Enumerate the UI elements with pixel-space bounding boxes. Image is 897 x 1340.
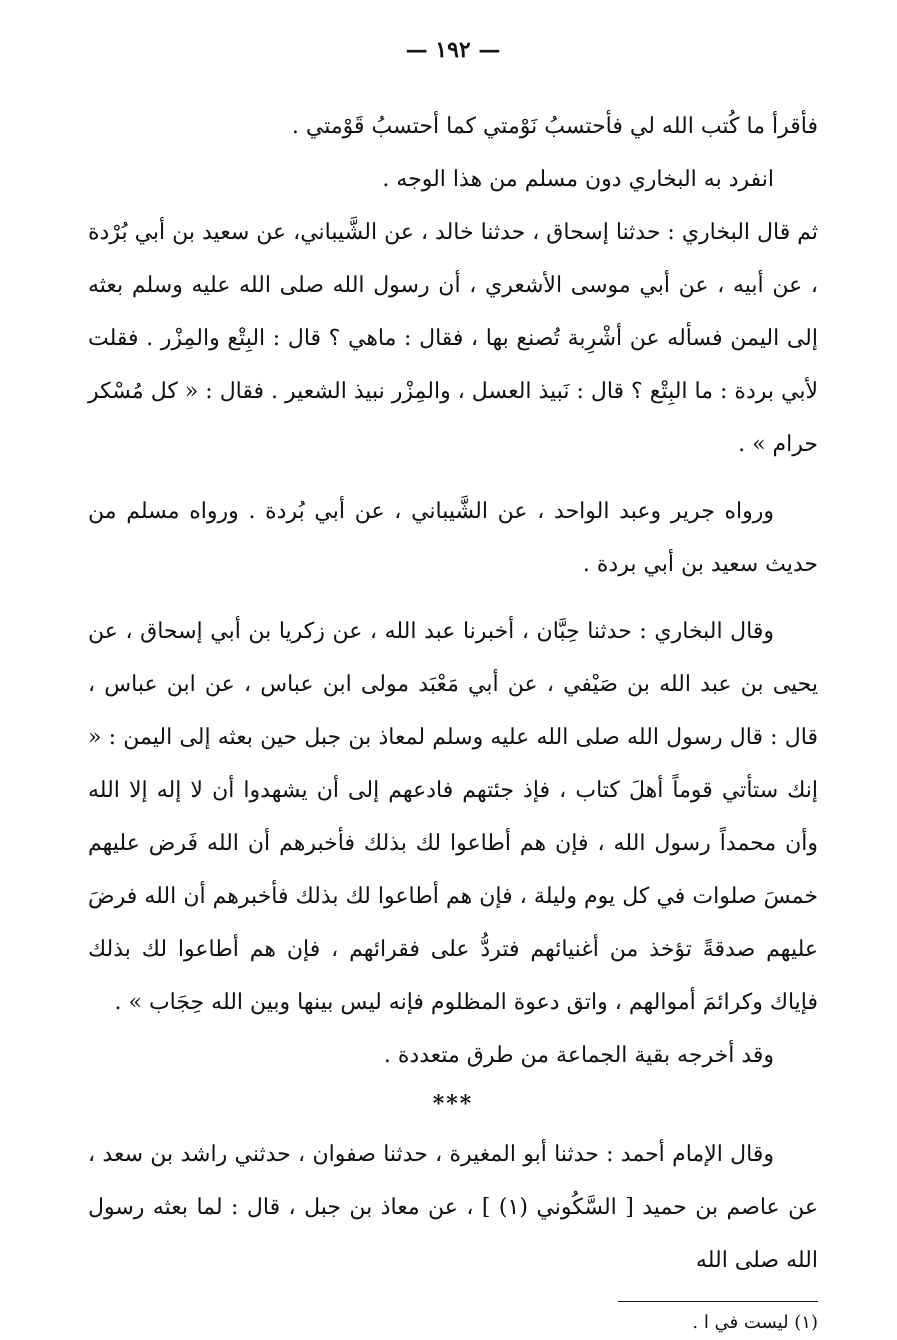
paragraph-5: وقال البخاري : حدثنا حِبَّان ، أخبرنا عبد الله ، عن زكريا بن أبي إسحاق ، عن يحيى بن عبد الله بن صَيْفي ، عن أبي مَعْبَد مولى ابن عباس ، عن ابن عباس ، قال : قال رسول الله صلى الله عليه وسلم لمعاذ بن جبل حين بعثه إلى اليمن : « إنك ستأتي قوماً أهلَ كتاب ، فإذ جئتهم فادعهم إلى أن يشهدوا أن لا إله إلا الله وأن محمداً رسول الله ، فإن هم أطاعوا لك بذلك فأخبرهم أن الله فَرض عليهم خمسَ صلوات في كل يوم وليلة ، فإن هم أطاعوا لك بذلك فأخبرهم أن الله فرضَ عليهم صدقةً تؤخذ من أغنيائهم فتردُّ على فقرائهم ، فإن هم أطاعوا لك بذلك فإياك وكرائمَ أموالهم ، واتق دعوة المظلوم فإنه ليس بينها وبين الله حِجَاب » . — [88, 619, 818, 1015]
footnote-divider — [618, 1301, 818, 1302]
book-page — [88, 30, 818, 1333]
footnote: (١) ليست في ا . — [692, 1312, 818, 1333]
paragraph-3: ثم قال البخاري : حدثنا إسحاق ، حدثنا خالد ، عن الشَّيباني، عن سعيد بن أبي بُرْدة ، عن أبيه ، عن أبي موسى الأشعري ، أن رسول الله صلى الله عليه وسلم بعثه إلى اليمن فسأله عن أشْرِبة تُصنع بها ، فقال : ماهي ؟ قال : البِتْع والمِزْر . فقلت لأبي بردة : ما البِتْع ؟ قال : نَبيذ العسل ، والمِزْر نبيذ الشعير . فقال : « كل مُسْكر حرام » . — [88, 220, 818, 457]
paragraph-1: فأقرأ ما كُتب الله لي فأحتسبُ نَوْمتي كما أحتسبُ قَوْمتي . — [291, 114, 818, 139]
paragraph-6: وقد أخرجه بقية الجماعة من طرق متعددة . — [383, 1043, 774, 1068]
section-separator: *** — [432, 1091, 474, 1117]
page-number: — ١٩٢ — — [405, 37, 501, 63]
paragraph-4: ورواه جرير وعبد الواحد ، عن الشَّيباني ، عن أبي بُردة . ورواه مسلم من حديث سعيد بن أبي بردة . — [88, 499, 818, 577]
paragraph-2: انفرد به البخاري دون مسلم من هذا الوجه . — [382, 167, 774, 192]
paragraph-7: وقال الإمام أحمد : حدثنا أبو المغيرة ، حدثنا صفوان ، حدثني راشد بن سعد ، عن عاصم بن حميد [ السَّكُوني (١) ] ، عن معاذ بن جبل ، قال : لما بعثه رسول الله صلى الله — [88, 1142, 818, 1273]
